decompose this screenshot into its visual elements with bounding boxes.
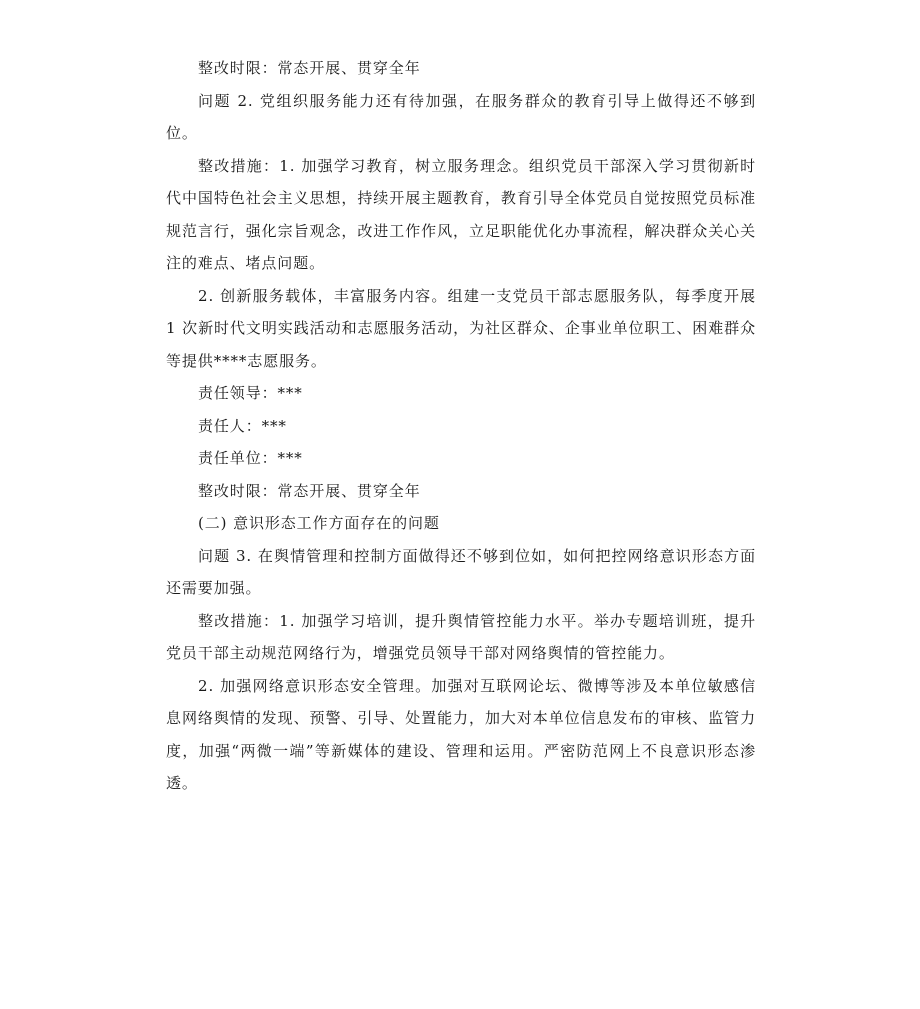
paragraph-rectification-deadline-1: 整改时限：常态开展、贯穿全年 (198, 59, 421, 77)
paragraph-measure-3: 整改措施：1. 加强学习培训，提升舆情管控能力水平。举办专题培训班，提升党员干部主动规范网络行为，增强党员领导干部对网络舆情的管控能力。 (166, 611, 756, 662)
paragraph-responsible-person: 责任人：*** (198, 416, 287, 435)
paragraph-rectification-deadline-2: 整改时限：常态开展、贯穿全年 (198, 481, 421, 500)
paragraph-issue-3: 问题 3. 在舆情管理和控制方面做得还不够到位如，如何把控网络意识形态方面还需要加强。 (166, 546, 756, 597)
paragraph-measure-2: 2. 创新服务载体，丰富服务内容。组建一支党员干部志愿服务队，每季度开展 1 次新时代文明实践活动和志愿服务活动，为社区群众、企事业单位职工、困难群众等提供****志愿服务。 (166, 286, 756, 370)
paragraph-responsible-leader: 责任领导：*** (198, 384, 303, 402)
paragraph-measure-1: 整改措施：1. 加强学习教育，树立服务理念。组织党员干部深入学习贯彻新时代中国特色社会主义思想，持续开展主题教育，教育引导全体党员自觉按照党员标准规范言行，强化宗旨观念，改进工作作风，立足职能优化办事流程，解决群众关心关注的难点、堵点问题。 (166, 156, 756, 272)
paragraph-issue-2: 问题 2. 党组织服务能力还有待加强，在服务群众的教育引导上做得还不够到位。 (166, 91, 756, 142)
paragraph-responsible-unit: 责任单位：*** (198, 449, 303, 467)
document-page (166, 52, 756, 800)
paragraph-measure-4: 2. 加强网络意识形态安全管理。加强对互联网论坛、微博等涉及本单位敏感信息网络舆情的发现、预警、引导、处置能力，加大对本单位信息发布的审核、监管力度，加强“两微一端”等新媒体的建设、管理和运用。严密防范网上不良意识形态渗透。 (166, 676, 756, 792)
section-heading-ideology: (二) 意识形态工作方面存在的问题 (198, 514, 440, 532)
